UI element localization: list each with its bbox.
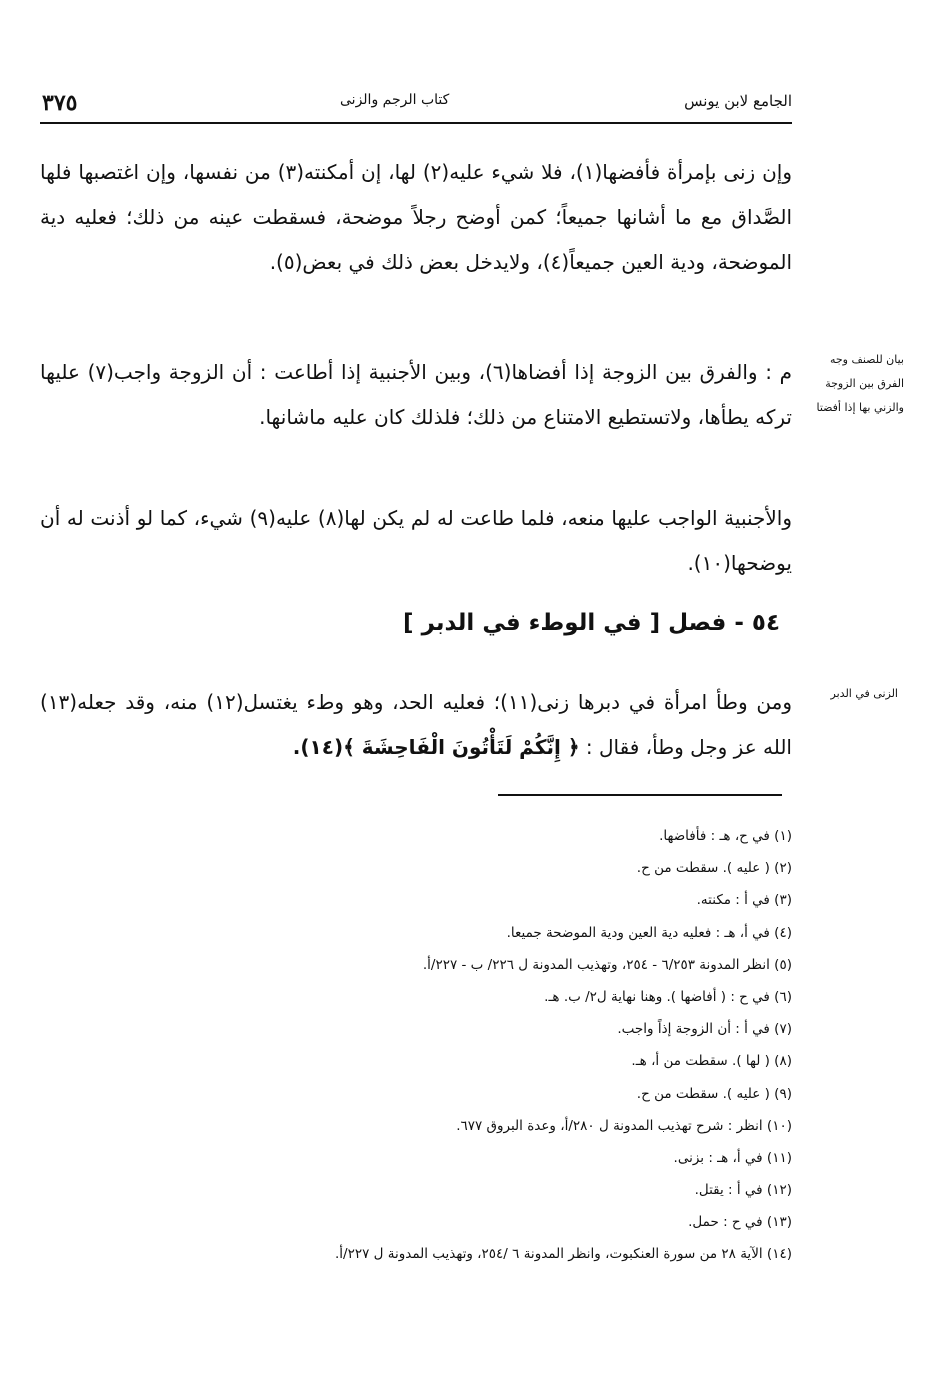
paragraph-4-text: ومن وطأ امرأة في دبرها زنى(١١)؛ فعليه الحد، وهو وطء يغتسل(١٢) منه، وقد جعله(١٣) الله عز وجل وطأ، فقال : [40, 690, 792, 759]
margin-note-difference [802, 348, 904, 420]
footnote: (١٣) في ح : حمل. [688, 1214, 792, 1231]
quran-verse: ﴿ إِنَّكُمْ لَتَأْتُونَ الْفَاحِشَةَ ﴾(١٤). [292, 735, 580, 759]
book-title: الجامع لابن يونس [684, 92, 792, 110]
margin-note-anal-intercourse: الزنى في الدبر [830, 687, 898, 700]
footnote: (٤) في أ، هـ : فعليه دية العين ودية الموضحة جميعا. [506, 924, 792, 941]
section-heading: ٥٤ - فصل [ في الوطء في الدبر ] [403, 610, 780, 636]
footnote: (١) في ح، هـ : فأفاضها. [659, 828, 792, 844]
footnotes-list [40, 820, 792, 1271]
footnote: (١٤) الآية ٢٨ من سورة العنكبوت، وانظر المدونة ٦ /٢٥٤، وتهذيب المدونة ل ٢٢٧/أ. [334, 1246, 792, 1263]
footnote: (١٢) في أ : يقتل. [694, 1182, 792, 1199]
body-paragraph-2: م : والفرق بين الزوجة إذا أفضاها(٦)، وبين الأجنبية إذا أطاعت : أن الزوجة واجب(٧) عليها تركه يطأها، ولاتستطيع الامتناع من ذلك؛ فلذلك كان عليه ماشانها. [40, 360, 792, 429]
footnote: (٩) ( عليه ). سقطت من ح. [636, 1085, 792, 1102]
body-paragraph-3: والأجنبية الواجب عليها منعه، فلما طاعت له لم يكن لها(٨) عليه(٩) شيء، كما لو أذنت له أن يوضحها(١٠). [40, 506, 792, 575]
margin-note-line: بيان للصنف وجه [829, 353, 904, 366]
page-number: ٣٧٥ [42, 90, 78, 116]
footnote-divider [498, 794, 782, 796]
margin-note-line: والزني بها إذا أفضتا [816, 401, 904, 414]
footnote: (٨) ( لها ). سقطت من أ، هـ. [631, 1053, 792, 1070]
footnote: (١٠) انظر : شرح تهذيب المدونة ل ٢٨٠/أ، وعدة البروق ٦٧٧. [456, 1117, 792, 1134]
footnote: (٥) انظر المدونة ٦/٢٥٣ - ٢٥٤، وتهذيب المدونة ل ٢٢٦/ ب - ٢٢٧/أ. [422, 956, 792, 973]
footnote: (٣) في أ : مكنته. [696, 892, 792, 909]
footnote: (٦) في ح : ( أفاضها ). وهنا نهاية ل٢/ ب. هـ. [544, 988, 792, 1005]
footnote: (٧) في أ : أن الزوجة إذاً واجب. [617, 1021, 792, 1038]
footnote: (٢) ( عليه ). سقطت من ح. [636, 860, 792, 877]
footnote: (١١) في أ، هـ : بزنى. [673, 1149, 792, 1166]
running-header [40, 88, 792, 124]
margin-note-line: الفرق بين الزوجة [825, 377, 904, 390]
body-paragraph-4 [40, 680, 792, 770]
body-paragraph-1: وإن زنى بإمرأة فأفضها(١)، فلا شيء عليه(٢) لها، إن أمكنته(٣) من نفسها، وإن اغتصبها فلها الصَّداق مع ما أشانها جميعاً؛ كمن أوضح رجلاً موضحة، فسقطت عينه من ذلك؛ فعليه دية الموضحة، ودية العين جميعاً(٤)، ولايدخل بعض ذلك في بعض(٥). [40, 160, 792, 274]
chapter-title: كتاب الرجم والزنى [340, 92, 450, 108]
